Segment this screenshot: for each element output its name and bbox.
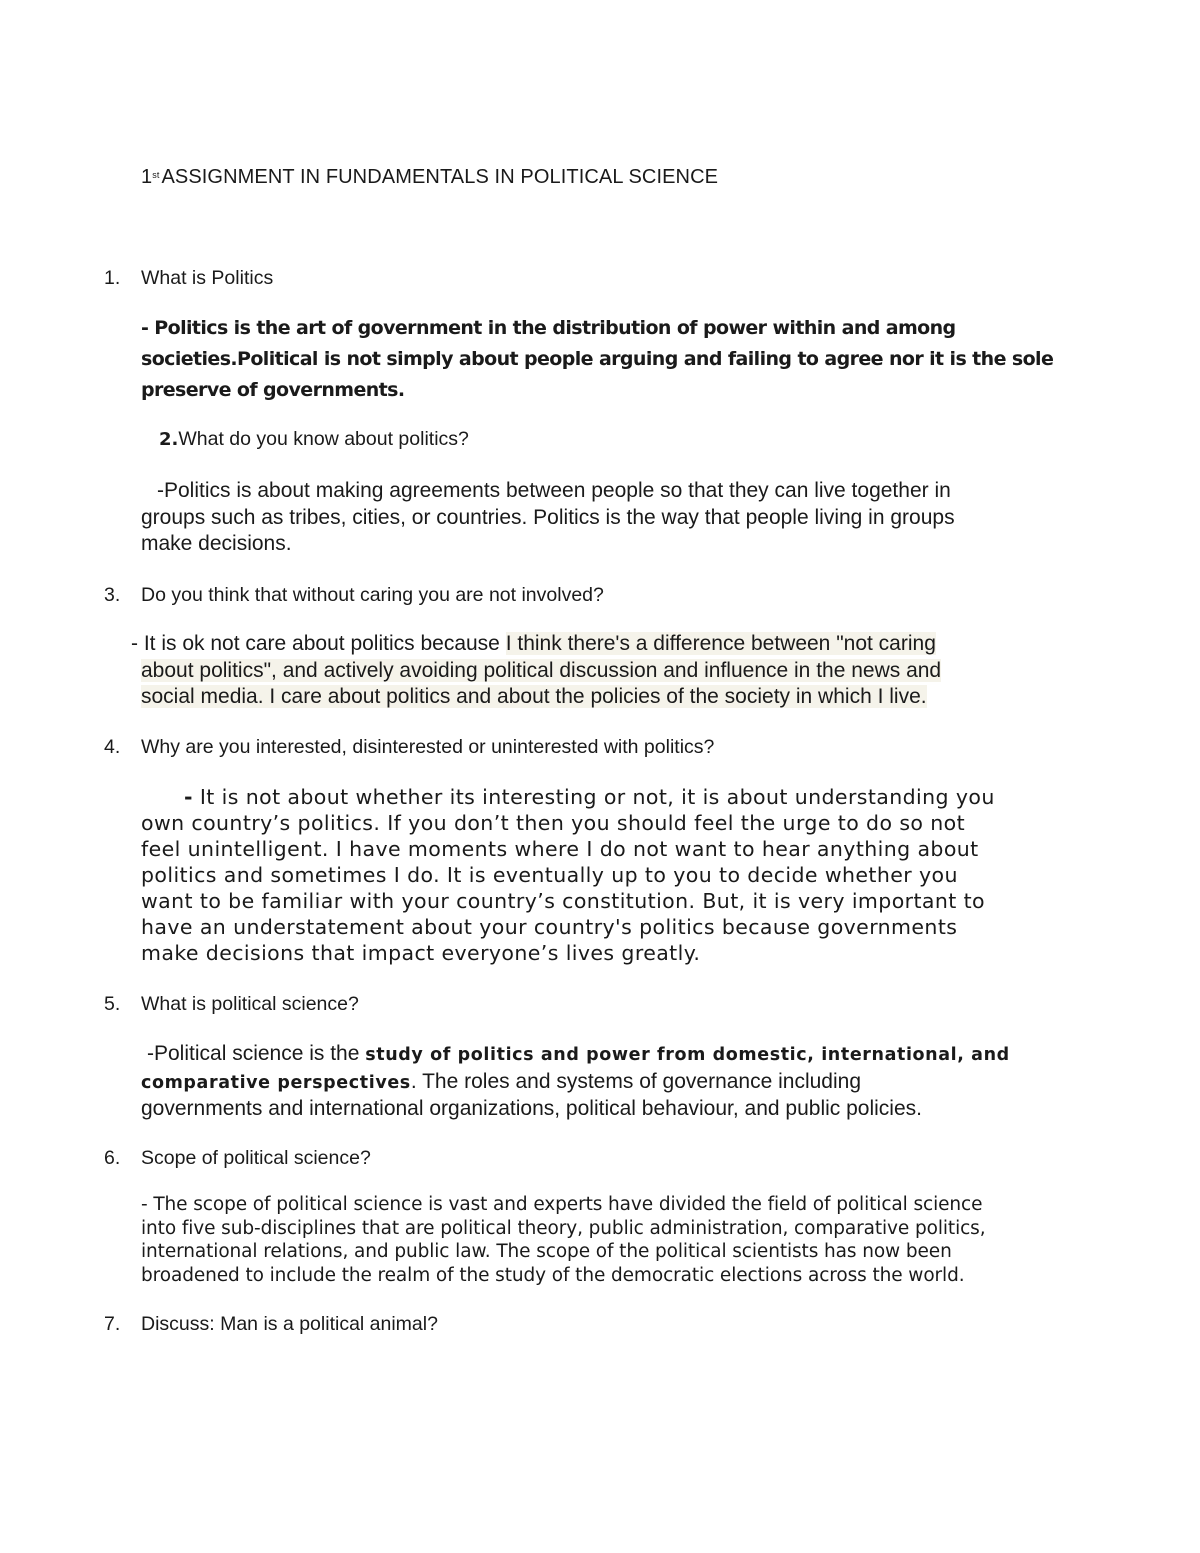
- question-number: 2.: [159, 429, 179, 450]
- answer-line: -Politics is about making agreements between people so that they can live together in: [157, 479, 951, 502]
- question-1: [104, 267, 274, 290]
- question-text: Do you think that without caring you are not involved?: [141, 584, 604, 606]
- answer-3: [131, 631, 941, 711]
- answer-line: have an understatement about your country's politics because governments: [141, 915, 958, 939]
- highlighted-text: I think there's a difference between "not caring: [505, 632, 936, 655]
- question-number: 4.: [104, 736, 121, 758]
- question-text: Why are you interested, disinterested or uninterested with politics?: [141, 736, 715, 758]
- question-5: [104, 993, 359, 1016]
- answer-line: - Politics is the art of government in the distribution of power within and among: [141, 317, 956, 339]
- answer-line: governments and international organizations, political behaviour, and public policies.: [141, 1097, 922, 1120]
- answer-text: -Political science is the: [147, 1042, 366, 1065]
- question-7: [104, 1313, 438, 1336]
- question-3: [104, 584, 604, 607]
- question-text: What do you know about politics?: [178, 428, 469, 450]
- question-6: [104, 1147, 371, 1170]
- question-2: [159, 428, 469, 451]
- title-number: 1: [141, 166, 153, 188]
- answer-5: [141, 1041, 1010, 1123]
- answer-2: [141, 478, 955, 558]
- question-text: What is Politics: [141, 267, 274, 289]
- question-number: 6.: [104, 1147, 121, 1169]
- question-number: 1.: [104, 267, 121, 289]
- answer-line: politics and sometimes I do. It is eventually up to you to decide whether you: [141, 863, 958, 887]
- answer-text: - It is ok not care about politics because: [131, 632, 506, 655]
- answer-line: societies.Political is not simply about people arguing and failing to agree nor it is the sole: [141, 348, 1054, 370]
- bold-text: study of politics and power from domestic, international, and: [365, 1045, 1010, 1065]
- title-text: ASSIGNMENT IN FUNDAMENTALS IN POLITICAL SCIENCE: [161, 166, 719, 188]
- answer-text: . The roles and systems of governance including: [410, 1069, 862, 1093]
- question-text: Discuss: Man is a political animal?: [141, 1313, 438, 1335]
- answer-line: broadened to include the realm of the study of the democratic elections across the world.: [141, 1264, 965, 1286]
- answer-6: [141, 1193, 986, 1287]
- answer-4: [141, 784, 995, 966]
- answer-line: international relations, and public law. The scope of the political scientists has now been: [141, 1241, 952, 1262]
- answer-line: make decisions that impact everyone’s lives greatly.: [141, 941, 701, 965]
- answer-line: into five sub-disciplines that are political theory, public administration, comparative politics,: [141, 1217, 986, 1239]
- bold-text: comparative perspectives: [141, 1072, 411, 1093]
- question-text: Scope of political science?: [141, 1147, 371, 1169]
- question-number: 5.: [104, 993, 121, 1015]
- answer-line: groups such as tribes, cities, or countries. Politics is the way that people living in groups: [141, 505, 955, 529]
- question-number: 3.: [104, 584, 121, 606]
- answer-text: It is not about whether its interesting or not, it is about understanding you: [192, 785, 995, 809]
- highlighted-text: about politics", and actively avoiding political discussion and influence in the news and: [141, 658, 942, 682]
- title-superscript: st: [152, 170, 160, 180]
- answer-line: feel unintelligent. I have moments where I do not want to hear anything about: [141, 837, 979, 861]
- question-4: [104, 736, 715, 759]
- answer-line: own country’s politics. If you don’t then you should feel the urge to do so not: [141, 811, 966, 835]
- highlighted-text: social media. I care about politics and about the policies of the society in which I live.: [141, 685, 927, 708]
- answer-dash: -: [184, 785, 193, 809]
- answer-line: make decisions.: [141, 532, 292, 555]
- question-text: What is political science?: [141, 993, 359, 1015]
- answer-line: - The scope of political science is vast and experts have divided the field of political science: [141, 1194, 983, 1215]
- document-title: [141, 166, 718, 189]
- answer-1: [141, 313, 1053, 406]
- question-number: 7.: [104, 1313, 121, 1335]
- answer-line: preserve of governments.: [141, 379, 405, 401]
- answer-line: want to be familiar with your country’s constitution. But, it is very important to: [141, 889, 986, 913]
